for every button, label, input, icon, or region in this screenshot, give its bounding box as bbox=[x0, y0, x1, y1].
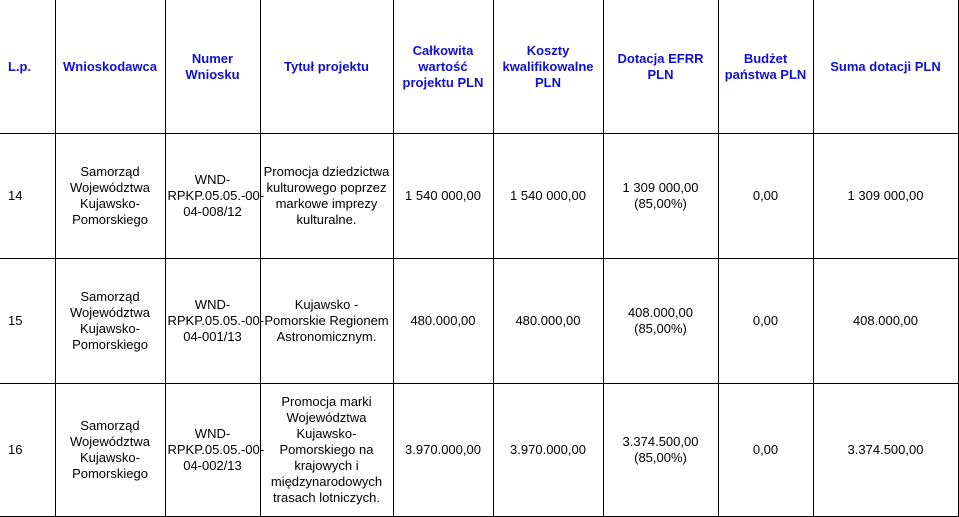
cell-total-value: 3.970.000,00 bbox=[393, 384, 493, 517]
cell-total-grant: 3.374.500,00 bbox=[813, 384, 958, 517]
header-lp: L.p. bbox=[0, 0, 55, 134]
header-app-number: Numer Wniosku bbox=[165, 0, 260, 134]
cell-total-value: 1 540 000,00 bbox=[393, 134, 493, 259]
header-total-grant: Suma dotacji PLN bbox=[813, 0, 958, 134]
cell-state-budget: 0,00 bbox=[718, 134, 813, 259]
cell-title: Promocja marki Województwa Kujawsko-Pomorskiego na krajowych i międzynarodowych trasach lotniczych. bbox=[260, 384, 393, 517]
cell-title: Promocja dziedzictwa kulturowego poprzez markowe imprezy kulturalne. bbox=[260, 134, 393, 259]
table-row bbox=[0, 134, 958, 259]
cell-title: Kujawsko - Pomorskie Regionem Astronomicznym. bbox=[260, 259, 393, 384]
header-erdf: Dotacja EFRR PLN bbox=[603, 0, 718, 134]
cell-state-budget: 0,00 bbox=[718, 259, 813, 384]
cell-app-number: WND-RPKP.05.05.-00-04-002/13 bbox=[165, 384, 260, 517]
header-applicant: Wnioskodawca bbox=[55, 0, 165, 134]
cell-app-number: WND-RPKP.05.05.-00-04-001/13 bbox=[165, 259, 260, 384]
cell-app-number: WND-RPKP.05.05.-00-04-008/12 bbox=[165, 134, 260, 259]
cell-erdf: 1 309 000,00 (85,00%) bbox=[603, 134, 718, 259]
cell-total-grant: 408.000,00 bbox=[813, 259, 958, 384]
cell-eligible-costs: 1 540 000,00 bbox=[493, 134, 603, 259]
cell-erdf: 3.374.500,00 (85,00%) bbox=[603, 384, 718, 517]
header-state-budget: Budżet państwa PLN bbox=[718, 0, 813, 134]
cell-total-grant: 1 309 000,00 bbox=[813, 134, 958, 259]
cell-applicant: Samorząd Województwa Kujawsko-Pomorskiego bbox=[55, 259, 165, 384]
header-total-value: Całkowita wartość projektu PLN bbox=[393, 0, 493, 134]
table-row bbox=[0, 259, 958, 384]
cell-erdf: 408.000,00 (85,00%) bbox=[603, 259, 718, 384]
cell-lp: 16 bbox=[0, 384, 55, 517]
header-title: Tytuł projektu bbox=[260, 0, 393, 134]
cell-applicant: Samorząd Województwa Kujawsko-Pomorskiego bbox=[55, 384, 165, 517]
cell-lp: 14 bbox=[0, 134, 55, 259]
header-eligible-costs: Koszty kwalifikowalne PLN bbox=[493, 0, 603, 134]
cell-eligible-costs: 480.000,00 bbox=[493, 259, 603, 384]
cell-lp: 15 bbox=[0, 259, 55, 384]
cell-eligible-costs: 3.970.000,00 bbox=[493, 384, 603, 517]
cell-total-value: 480.000,00 bbox=[393, 259, 493, 384]
table-row bbox=[0, 384, 958, 517]
cell-state-budget: 0,00 bbox=[718, 384, 813, 517]
header-row bbox=[0, 0, 958, 134]
cell-applicant: Samorząd Województwa Kujawsko-Pomorskiego bbox=[55, 134, 165, 259]
